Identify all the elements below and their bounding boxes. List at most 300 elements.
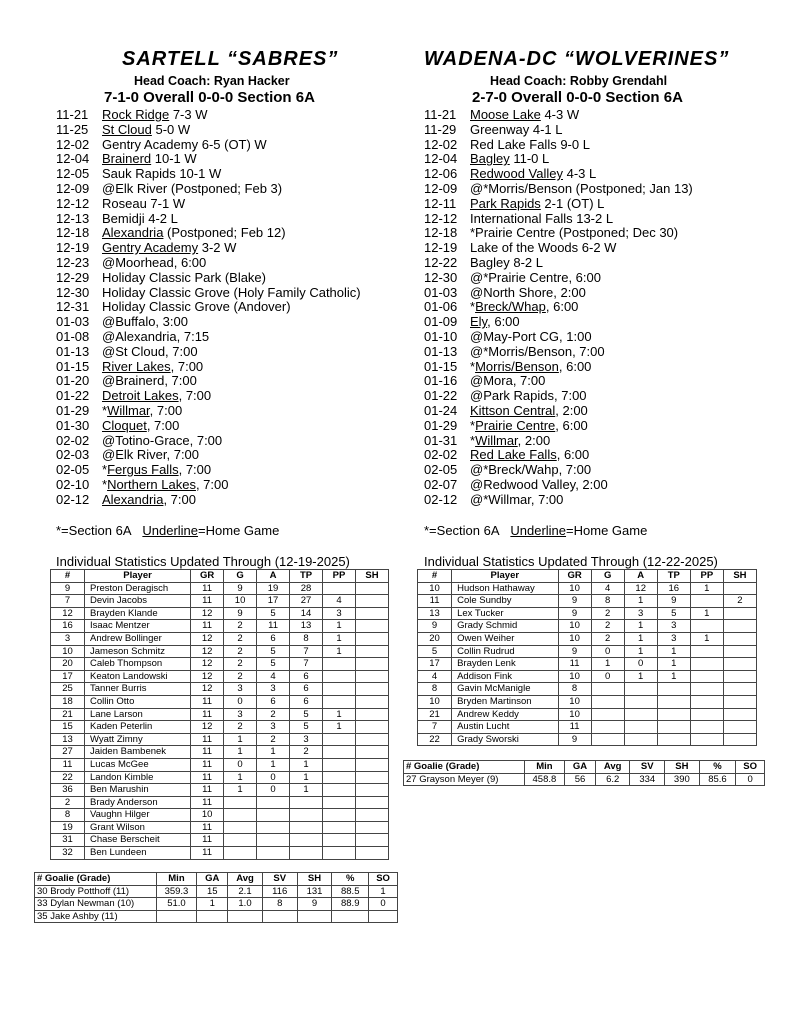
game-date: 12-31 [56, 299, 90, 315]
table-cell: 116 [262, 885, 297, 898]
table-cell: 8 [418, 683, 452, 696]
table-cell [355, 582, 388, 595]
table-cell: 5 [257, 645, 290, 658]
table-cell: 88.5 [332, 885, 369, 898]
table-cell: 2 [591, 632, 624, 645]
opponent: Redwood Valley [470, 166, 563, 182]
table-cell [690, 658, 723, 671]
opponent: Brainerd [102, 151, 152, 167]
player-stats-table [417, 569, 757, 746]
game-result: , 6:00 [487, 314, 520, 330]
table-cell: Ben Lundeen [85, 847, 191, 860]
opponent: Bagley 8-2 L [470, 254, 543, 270]
game-result: (Postponed; Feb 12) [163, 225, 286, 241]
table-row [51, 809, 389, 822]
team-title: SARTELL “SABRES” [122, 48, 339, 70]
table-cell [323, 746, 356, 759]
table-cell [657, 683, 690, 696]
table-cell [323, 758, 356, 771]
game-date: 02-12 [56, 491, 90, 507]
table-cell: 27 [290, 595, 323, 608]
table-cell: 12 [191, 670, 224, 683]
table-cell: 334 [630, 773, 665, 786]
table-cell: 33 Dylan Newman (10) [35, 898, 157, 911]
table-cell: 6 [290, 695, 323, 708]
table-cell: 4 [257, 670, 290, 683]
goalie-stats-table [34, 872, 398, 923]
table-row [51, 645, 389, 658]
game-date: 11-21 [56, 107, 89, 122]
game-result: 4-3 W [540, 107, 580, 122]
schedule-row [424, 315, 693, 330]
table-cell: 10 [418, 582, 452, 595]
schedule-row [56, 389, 361, 404]
opponent: @*Morris/Benson (Postponed; Jan 13) [470, 180, 693, 196]
table-cell [690, 670, 723, 683]
table-cell [690, 708, 723, 721]
table-cell: Owen Weiher [452, 632, 558, 645]
table-cell: 21 [418, 708, 452, 721]
table-row [418, 645, 757, 658]
stats-title: Individual Statistics Updated Through (12-19-2025) [56, 554, 350, 569]
opponent: @Elk River (Postponed; Feb 3) [102, 180, 283, 196]
table-cell [228, 910, 263, 923]
table-cell: 3 [224, 683, 257, 696]
table-cell: 12 [191, 632, 224, 645]
table-cell: 1 [657, 645, 690, 658]
column-header: GR [558, 570, 591, 583]
opponent: @May-Port CG, 1:00 [470, 328, 592, 344]
table-cell [332, 910, 369, 923]
column-header: A [257, 570, 290, 583]
table-cell: Vaughn Hilger [85, 809, 191, 822]
table-cell: 85.6 [699, 773, 736, 786]
game-date: 01-15 [56, 358, 90, 374]
table-cell: 3 [51, 632, 85, 645]
opponent: @Moorhead, 6:00 [102, 254, 207, 270]
game-date: 01-09 [424, 314, 458, 330]
column-header: TP [657, 570, 690, 583]
game-result: 3-2 W [198, 240, 237, 256]
table-row [51, 658, 389, 671]
table-cell: 9 [297, 898, 332, 911]
column-header: SO [369, 873, 398, 886]
table-cell: 4 [418, 670, 452, 683]
table-cell [690, 645, 723, 658]
column-header: GA [197, 873, 228, 886]
table-cell: 0 [624, 658, 657, 671]
game-result: , 6:00 [545, 299, 579, 315]
table-cell: 15 [197, 885, 228, 898]
column-header: SH [297, 873, 332, 886]
schedule-row [424, 182, 693, 197]
table-cell: Jaiden Bambenek [85, 746, 191, 759]
table-cell: 1 [290, 758, 323, 771]
table-cell [369, 910, 398, 923]
table-cell: 11 [191, 595, 224, 608]
table-cell [723, 721, 756, 734]
table-cell: 10 [558, 670, 591, 683]
schedule-row [56, 271, 361, 286]
table-cell: 5 [418, 645, 452, 658]
table-cell [723, 683, 756, 696]
table-cell: Gavin McManigle [452, 683, 558, 696]
table-cell: 1 [624, 620, 657, 633]
table-cell: Brayden Lenk [452, 658, 558, 671]
column-header: SV [262, 873, 297, 886]
table-cell: 1 [657, 658, 690, 671]
table-cell [723, 733, 756, 746]
table-cell: 19 [51, 821, 85, 834]
table-cell: 7 [418, 721, 452, 734]
table-cell: 15 [51, 721, 85, 734]
table-cell [297, 910, 332, 923]
column-header: # Goalie (Grade) [35, 873, 157, 886]
game-result: , 7:00 [170, 358, 204, 374]
schedule-row [424, 374, 693, 389]
opponent: Gentry Academy [102, 240, 199, 256]
table-row [51, 683, 389, 696]
game-result: 4-3 L [562, 166, 597, 182]
column-header: A [624, 570, 657, 583]
column-header: Avg [595, 761, 630, 774]
table-cell [355, 645, 388, 658]
table-cell [156, 910, 197, 923]
column-header: SH [665, 761, 700, 774]
table-cell [624, 695, 657, 708]
column-header: # Goalie (Grade) [404, 761, 525, 774]
table-cell [591, 733, 624, 746]
game-date: 01-31 [424, 432, 458, 448]
table-cell [355, 796, 388, 809]
table-cell [224, 821, 257, 834]
table-cell [257, 834, 290, 847]
column-header: G [591, 570, 624, 583]
game-result: 10-1 W [151, 151, 197, 167]
table-cell [323, 784, 356, 797]
table-cell: 3 [290, 733, 323, 746]
game-date: 12-22 [424, 254, 458, 270]
table-cell: 0 [224, 758, 257, 771]
table-cell [624, 733, 657, 746]
team-record: 7-1-0 Overall 0-0-0 Section 6A [104, 89, 315, 106]
table-cell: 13 [51, 733, 85, 746]
table-cell: 1 [323, 620, 356, 633]
table-cell: 35 Jake Ashby (11) [35, 910, 157, 923]
opponent: Greenway 4-1 L [470, 121, 563, 137]
game-date: 01-10 [424, 328, 458, 344]
table-cell: 5 [290, 721, 323, 734]
table-cell: 11 [191, 784, 224, 797]
game-result: , 7:00 [195, 476, 229, 492]
schedule-row [56, 197, 361, 212]
schedule-row [56, 330, 361, 345]
table-cell [355, 834, 388, 847]
table-cell: 1 [690, 582, 723, 595]
table-cell [323, 683, 356, 696]
game-result: , 7:00 [178, 388, 212, 404]
table-cell [657, 721, 690, 734]
schedule-row [56, 493, 361, 508]
table-cell: 2 [51, 796, 85, 809]
table-cell: 8 [51, 809, 85, 822]
table-cell: 0 [257, 771, 290, 784]
table-cell: 10 [558, 582, 591, 595]
table-cell: 16 [51, 620, 85, 633]
opponent: Red Lake Falls [470, 447, 557, 463]
table-cell: 10 [418, 695, 452, 708]
opponent: Holiday Classic Grove (Andover) [102, 299, 291, 315]
opponent: Lake of the Woods 6-2 W [470, 240, 617, 256]
table-row [51, 847, 389, 860]
team-title: WADENA-DC “WOLVERINES” [424, 48, 730, 70]
schedule-row [56, 167, 361, 182]
opponent: @Redwood Valley, 2:00 [470, 476, 608, 492]
game-date: 12-09 [424, 180, 458, 196]
table-cell: 1.0 [228, 898, 263, 911]
table-cell: Lex Tucker [452, 607, 558, 620]
table-cell: 2 [591, 620, 624, 633]
table-cell [355, 771, 388, 784]
opponent: @Mora, 7:00 [470, 373, 546, 389]
legend [424, 523, 647, 538]
column-header: Avg [228, 873, 263, 886]
game-date: 01-29 [56, 402, 90, 418]
game-result: , 6:00 [555, 417, 588, 433]
table-row [51, 595, 389, 608]
game-result: , 7:00 [149, 402, 183, 418]
game-date: 01-22 [56, 388, 90, 404]
table-cell [723, 607, 756, 620]
table-cell: 14 [290, 607, 323, 620]
table-row [51, 721, 389, 734]
table-row [51, 746, 389, 759]
game-date: 12-13 [56, 210, 90, 226]
table-cell: 8 [262, 898, 297, 911]
table-cell: 9 [558, 595, 591, 608]
table-cell: Keaton Landowski [85, 670, 191, 683]
game-date: 02-10 [56, 476, 90, 492]
table-cell: 7 [51, 595, 85, 608]
table-cell [723, 645, 756, 658]
game-date: 12-04 [424, 151, 458, 167]
table-cell [290, 821, 323, 834]
table-cell: 19 [257, 582, 290, 595]
opponent: @*Morris/Benson, 7:00 [470, 343, 605, 359]
opponent: Fergus Falls [107, 462, 179, 478]
game-date: 12-09 [56, 180, 90, 196]
table-cell: Grant Wilson [85, 821, 191, 834]
schedule-row [56, 404, 361, 419]
opponent: Cloquet [102, 417, 147, 433]
table-cell: Wyatt Zimny [85, 733, 191, 746]
table-cell: 4 [323, 595, 356, 608]
table-row [418, 683, 757, 696]
column-header: % [332, 873, 369, 886]
column-header: % [699, 761, 736, 774]
table-cell: 11 [191, 771, 224, 784]
table-cell: 1 [690, 607, 723, 620]
table-cell: 11 [558, 721, 591, 734]
table-cell: 27 Grayson Meyer (9) [404, 773, 525, 786]
opponent: Ely [470, 314, 488, 330]
table-cell [657, 695, 690, 708]
table-cell: 10 [558, 695, 591, 708]
table-cell [323, 658, 356, 671]
table-row [418, 582, 757, 595]
table-cell: 2 [224, 645, 257, 658]
table-cell: 32 [51, 847, 85, 860]
game-date: 02-05 [56, 462, 90, 478]
schedule-row [424, 360, 693, 375]
game-date: 12-06 [424, 166, 458, 182]
table-cell [690, 620, 723, 633]
column-header: G [224, 570, 257, 583]
table-cell: 56 [565, 773, 596, 786]
table-cell: Bryden Martinson [452, 695, 558, 708]
table-cell: 2 [723, 595, 756, 608]
table-cell [690, 733, 723, 746]
game-result: , 7:00 [163, 491, 196, 507]
table-cell [355, 658, 388, 671]
opponent: Bemidji 4-2 L [102, 210, 178, 226]
table-cell: 8 [591, 595, 624, 608]
table-cell: 2 [257, 708, 290, 721]
schedule-row [424, 152, 693, 167]
table-cell: 3 [257, 683, 290, 696]
header-row [418, 570, 757, 583]
section-mark: * [470, 417, 476, 433]
section-mark: * [470, 358, 476, 374]
opponent: Holiday Classic Grove (Holy Family Catholic) [102, 284, 361, 300]
table-cell: 6.2 [595, 773, 630, 786]
table-cell: 7 [290, 658, 323, 671]
section-mark: * [470, 299, 476, 315]
table-cell: 9 [224, 582, 257, 595]
legend-underline: Underline [510, 523, 567, 538]
opponent: Morris/Benson [475, 358, 559, 374]
game-date: 02-02 [424, 447, 458, 463]
table-cell: 10 [224, 595, 257, 608]
table-cell [323, 670, 356, 683]
table-cell: 88.9 [332, 898, 369, 911]
table-cell: 10 [558, 620, 591, 633]
table-cell [355, 595, 388, 608]
table-cell: 9 [657, 595, 690, 608]
header-row [35, 873, 398, 886]
game-result: , 7:00 [146, 417, 180, 433]
table-cell: 1 [290, 784, 323, 797]
schedule-row [56, 463, 361, 478]
schedule-row [424, 330, 693, 345]
table-cell: 10 [51, 645, 85, 658]
table-cell [323, 821, 356, 834]
game-result: 2-1 (OT) L [540, 195, 605, 211]
goalie-row [35, 910, 398, 923]
schedule-row [424, 226, 693, 241]
table-cell: 11 [191, 796, 224, 809]
table-cell [257, 809, 290, 822]
game-date: 01-30 [56, 417, 90, 433]
game-date: 01-24 [424, 402, 458, 418]
table-cell: 359.3 [156, 885, 197, 898]
table-cell: 131 [297, 885, 332, 898]
table-cell: Devin Jacobs [85, 595, 191, 608]
game-date: 01-03 [424, 284, 458, 300]
table-cell: 6 [257, 632, 290, 645]
table-row [418, 658, 757, 671]
schedule-row [424, 404, 693, 419]
table-row [51, 834, 389, 847]
table-cell: Austin Lucht [452, 721, 558, 734]
table-cell: 2 [224, 670, 257, 683]
table-cell: 3 [257, 721, 290, 734]
table-cell: 11 [191, 620, 224, 633]
game-result: 5-0 W [151, 121, 191, 137]
schedule-row [424, 138, 693, 153]
table-cell: 1 [657, 670, 690, 683]
schedule-row [424, 300, 693, 315]
table-cell: Jameson Schmitz [85, 645, 191, 658]
goalie-row [404, 773, 765, 786]
table-cell [290, 796, 323, 809]
game-date: 12-02 [56, 136, 90, 152]
table-cell: 31 [51, 834, 85, 847]
table-cell [591, 708, 624, 721]
table-cell [355, 670, 388, 683]
game-result: 11-0 L [509, 151, 550, 167]
table-cell: 1 [323, 645, 356, 658]
player-stats-table [50, 569, 389, 860]
table-cell: 1 [369, 885, 398, 898]
goalie-row [35, 885, 398, 898]
game-date: 12-02 [424, 136, 458, 152]
schedule-row [56, 315, 361, 330]
table-cell: 11 [191, 847, 224, 860]
table-cell [355, 632, 388, 645]
opponent: Willmar [107, 402, 150, 418]
table-cell: 12 [191, 658, 224, 671]
schedule-row [424, 345, 693, 360]
section-mark: * [102, 402, 108, 418]
table-cell [690, 595, 723, 608]
table-row [418, 733, 757, 746]
table-cell: 25 [51, 683, 85, 696]
table-cell [723, 708, 756, 721]
legend-section: *=Section 6A [56, 523, 132, 538]
table-cell: Lucas McGee [85, 758, 191, 771]
table-cell: 9 [558, 607, 591, 620]
table-cell [355, 784, 388, 797]
column-header: Player [452, 570, 558, 583]
game-date: 12-04 [56, 151, 90, 167]
game-date: 11-25 [56, 121, 89, 137]
table-cell: Tanner Burris [85, 683, 191, 696]
table-cell: 1 [257, 746, 290, 759]
game-date: 01-16 [424, 373, 458, 389]
table-cell: 0 [591, 645, 624, 658]
table-cell: 9 [51, 582, 85, 595]
table-cell [224, 847, 257, 860]
game-date: 01-29 [424, 417, 458, 433]
opponent: Roseau 7-1 W [102, 195, 186, 211]
table-cell: 5 [257, 658, 290, 671]
game-date: 12-30 [424, 269, 458, 285]
header-row [51, 570, 389, 583]
table-cell: 11 [191, 582, 224, 595]
game-date: 01-03 [56, 314, 90, 330]
opponent: @North Shore, 2:00 [470, 284, 586, 300]
